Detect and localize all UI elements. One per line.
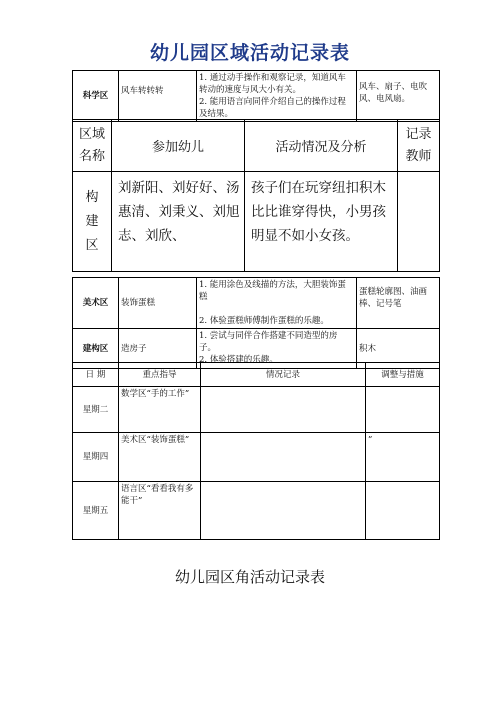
participating-children: 刘新阳、刘好好、汤惠清、刘秉义、刘旭志、刘欣、 bbox=[112, 172, 245, 272]
weekly-schedule-table bbox=[72, 362, 440, 540]
guidance-cell: 数学区“手的工作” bbox=[119, 387, 201, 433]
header-date: 日 期 bbox=[73, 363, 119, 387]
adjust-cell: ” bbox=[366, 433, 440, 482]
activity-cell: 装饰蛋糕 bbox=[119, 278, 197, 329]
goals-cell: 1. 尝试与同伴合作搭建不同造型的房子。 2. 体验搭建的乐趣。 bbox=[197, 329, 357, 369]
goals-cell: 1. 通过动手操作和观察记录，知道风车转动的速度与风大小有关。 2. 能用语言向同伴介绍自己的操作过程及结果。 bbox=[197, 71, 357, 122]
activity-cell: 风车转转转 bbox=[119, 71, 197, 122]
activity-cell: 造房子 bbox=[119, 329, 197, 369]
header-record: 情况记录 bbox=[201, 363, 366, 387]
record-cell bbox=[201, 482, 366, 540]
science-zone-table bbox=[72, 70, 440, 122]
header-guidance: 重点指导 bbox=[119, 363, 201, 387]
page-title: 幼儿园区域活动记录表 bbox=[149, 42, 350, 64]
guidance-cell: 美术区“装饰蛋糕” bbox=[119, 433, 201, 482]
header-adjust: 调整与措施 bbox=[366, 363, 440, 387]
zone-plan-table bbox=[72, 277, 440, 369]
record-cell bbox=[201, 387, 366, 433]
date-cell: 星期四 bbox=[73, 433, 119, 482]
zone-construction: 构 建 区 bbox=[73, 172, 112, 272]
goals-cell: 1. 能用涂色及线描的方法，大胆装饰蛋糕 2. 体验蛋糕师傅制作蛋糕的乐趣。 bbox=[197, 278, 357, 329]
activity-record-table bbox=[72, 119, 440, 272]
record-cell bbox=[201, 433, 366, 482]
activity-analysis: 孩子们在玩穿纽扣积木比比谁穿得快，小男孩明显不如小女孩。 bbox=[245, 172, 398, 272]
materials-cell: 蛋糕轮廓图、油画棒、记号笔 bbox=[357, 278, 440, 329]
header-analysis: 活动情况及分析 bbox=[245, 120, 398, 172]
date-cell: 星期五 bbox=[73, 482, 119, 540]
footer-title: 幼儿园区角活动记录表 bbox=[174, 568, 325, 586]
date-cell: 星期二 bbox=[73, 387, 119, 433]
header-zone-name: 区域 名称 bbox=[73, 120, 112, 172]
header-children: 参加幼儿 bbox=[112, 120, 245, 172]
zone-cell: 科学区 bbox=[73, 71, 119, 122]
header-teacher: 记录 教师 bbox=[398, 120, 440, 172]
recording-teacher bbox=[398, 172, 440, 272]
adjust-cell bbox=[366, 482, 440, 540]
adjust-cell bbox=[366, 387, 440, 433]
guidance-cell: 语言区“看看我有多能干” bbox=[119, 482, 201, 540]
zone-cell: 建构区 bbox=[73, 329, 119, 369]
zone-cell: 美术区 bbox=[73, 278, 119, 329]
materials-cell: 风车、扇子、电吹风、电风扇。 bbox=[357, 71, 440, 122]
materials-cell: 积木 bbox=[357, 329, 440, 369]
